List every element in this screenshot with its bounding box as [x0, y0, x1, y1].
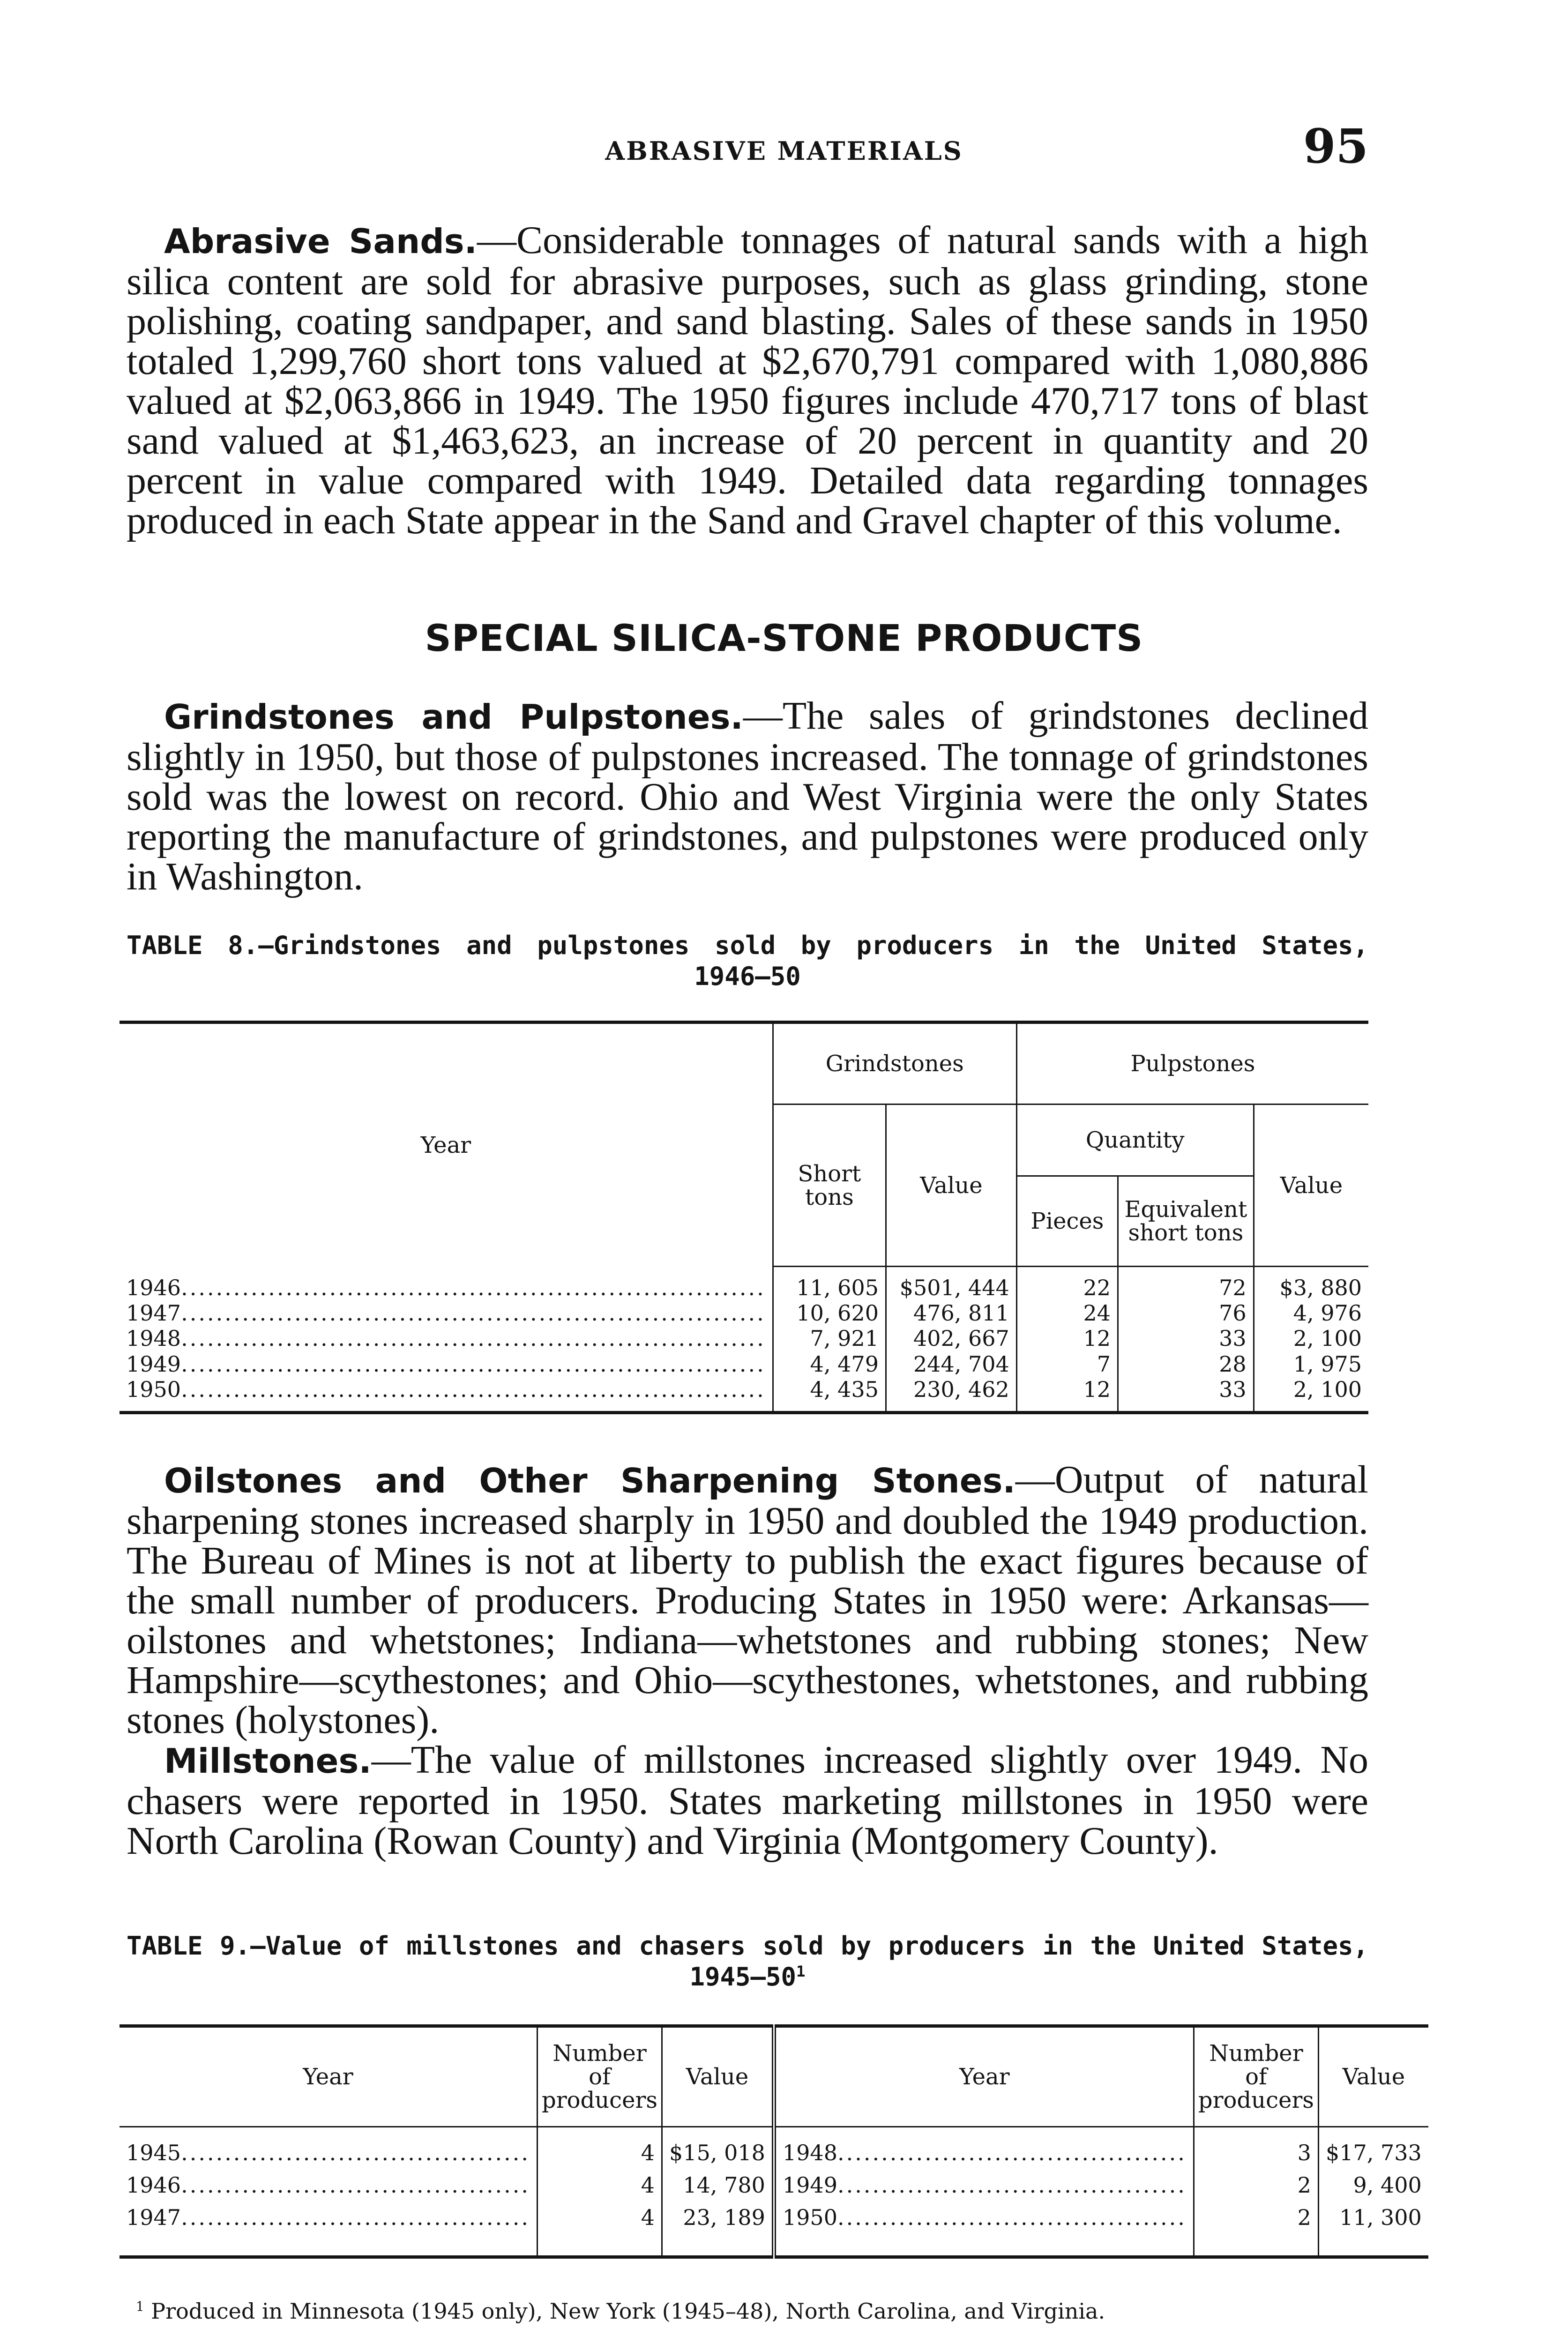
footnote-text: Produced in Minnesota (1945 only), New York (1945–48), North Carolina, and Virginia.	[144, 2298, 1105, 2324]
section-heading: SPECIAL SILICA-STONE PRODUCTS	[425, 618, 1143, 660]
table9-producers: 4	[537, 2173, 662, 2206]
table8-short-tons: 4, 435	[773, 1378, 886, 1403]
table9-year: 1948	[782, 2141, 837, 2165]
table8-value: 230, 462	[886, 1378, 1016, 1403]
table8-value: 402, 667	[886, 1327, 1016, 1352]
table8	[119, 1021, 1368, 1414]
table8-header-pieces: Pieces	[1016, 1176, 1118, 1267]
leader-dots: ...................................................................	[181, 1276, 766, 1300]
table8-row	[119, 1301, 1368, 1327]
table9-value: 23, 189	[662, 2206, 774, 2238]
table9-row	[119, 2141, 1428, 2173]
oilstones-text: —Output of natural sharpening stones increased sharply in 1950 and doubled the 1949 production. The Bureau of Mines is not at liberty to publish the exact figures because of the small number of producers. Producing States in 1950 were: Arkansas—oilstones and whetstones; Indiana—whetstones and rubbing stones; New Hampshire—scythestones; and Ohio—scythestones, whetstones, and rubbing stones (holystones).	[127, 1458, 1369, 1742]
table9-row	[119, 2173, 1428, 2206]
leader-dots: ........................................	[837, 2173, 1187, 2198]
table8-year: 1946	[126, 1276, 181, 1300]
table9-year: 1945	[126, 2141, 181, 2165]
table9-year: 1949	[782, 2173, 837, 2198]
table8-caption	[127, 930, 1368, 992]
footnote-mark: 1	[136, 2298, 144, 2314]
table8-header-pulpstones: Pulpstones	[1016, 1022, 1368, 1104]
leader-dots: ........................................	[181, 2173, 530, 2198]
abrasive-sands-paragraph	[127, 220, 1368, 540]
table8-year: 1948	[126, 1327, 181, 1351]
table9-caption-years: 1945–50	[689, 1962, 797, 1992]
table8-header-grindstones: Grindstones	[773, 1022, 1016, 1104]
table8-equiv-tons: 33	[1118, 1327, 1254, 1352]
table9	[119, 2024, 1428, 2259]
table8-header-short-tons: Short tons	[773, 1104, 886, 1267]
table9-producers: 2	[1194, 2173, 1318, 2206]
table9-header-producers-right: Number of producers	[1194, 2026, 1318, 2127]
table8-pieces: 12	[1016, 1327, 1118, 1352]
table8-short-tons: 10, 620	[773, 1301, 886, 1327]
table8-equiv-tons: 28	[1118, 1352, 1254, 1378]
table9-producers: 2	[1194, 2206, 1318, 2238]
table9-producers: 3	[1194, 2141, 1318, 2173]
table9-year: 1950	[782, 2206, 837, 2231]
table9-producers: 4	[537, 2141, 662, 2173]
table8-equiv-tons: 76	[1118, 1301, 1254, 1327]
table9-header-value-right: Value	[1318, 2026, 1428, 2127]
table8-value: 476, 811	[886, 1301, 1016, 1327]
table8-header-quantity: Quantity	[1016, 1104, 1254, 1176]
leader-dots: ........................................	[837, 2206, 1187, 2231]
table8-row	[119, 1276, 1368, 1301]
table9-row	[119, 2206, 1428, 2238]
table9-header-year-right: Year	[774, 2026, 1194, 2127]
table9-producers: 4	[537, 2206, 662, 2238]
table8-pieces: 22	[1016, 1276, 1118, 1301]
table8-year: 1950	[126, 1378, 181, 1403]
table8-year: 1947	[126, 1301, 181, 1326]
table8-pulp-value: 1, 975	[1254, 1352, 1368, 1378]
grindstones-paragraph	[127, 696, 1368, 896]
table8-equiv-tons: 33	[1118, 1378, 1254, 1403]
leader-dots: ........................................	[181, 2141, 530, 2165]
table8-caption-years: 1946–50	[694, 962, 801, 991]
millstones-runin: Millstones.	[164, 1741, 372, 1781]
table8-pieces: 7	[1016, 1352, 1118, 1378]
abrasive-sands-runin: Abrasive Sands.	[164, 222, 477, 261]
table8-row	[119, 1378, 1368, 1403]
table8-value: $501, 444	[886, 1276, 1016, 1301]
table8-header-value: Value	[886, 1104, 1016, 1267]
table9-caption	[127, 1931, 1368, 1992]
table9-year: 1947	[126, 2206, 181, 2231]
table8-pieces: 24	[1016, 1301, 1118, 1327]
running-header-title: ABRASIVE MATERIALS	[605, 136, 963, 166]
oilstones-runin: Oilstones and Other Sharpening Stones.	[164, 1461, 1015, 1500]
table9-header-producers: Number of producers	[537, 2026, 662, 2127]
table9-value: 11, 300	[1318, 2206, 1428, 2238]
table8-pieces: 12	[1016, 1378, 1118, 1403]
leader-dots: ........................................	[181, 2206, 530, 2231]
table8-short-tons: 4, 479	[773, 1352, 886, 1378]
table9-value: $17, 733	[1318, 2141, 1428, 2173]
table8-header-year: Year	[420, 1132, 471, 1158]
table9-value: $15, 018	[662, 2141, 774, 2173]
table8-year: 1949	[126, 1352, 181, 1377]
table8-pulp-value: 4, 976	[1254, 1301, 1368, 1327]
footnote-mark: 1	[796, 1962, 806, 1980]
leader-dots: ...................................................................	[181, 1352, 766, 1377]
table8-caption-lead: TABLE 8.—Grindstones and pulpstones sold by producers in the United States,	[127, 931, 1368, 960]
table9-year: 1946	[126, 2173, 181, 2198]
leader-dots: ...................................................................	[181, 1327, 766, 1351]
table9-caption-lead: TABLE 9.—Value of millstones and chasers sold by producers in the United States,	[127, 1931, 1368, 1961]
table9-value: 14, 780	[662, 2173, 774, 2206]
sharpening-stones-section	[127, 1460, 1368, 1861]
page-number: 95	[1303, 119, 1368, 174]
abrasive-sands-text: —Considerable tonnages of natural sands with a high silica content are sold for abrasive purposes, such as glass grinding, stone polishing, coating sandpaper, and sand blasting. Sales of these sands in 1950 totaled 1,299,760 short tons valued at $2,670,791 compared with 1,080,886 valued at $2,063,866 in 1949. The 1950 figures include 470,717 tons of blast sand valued at $1,463,623, an increase of 20 percent in quantity and 20 percent in value compared with 1949. Detailed data regarding tonnages produced in each State appear in the Sand and Gravel chapter of this volume.	[127, 218, 1368, 542]
table8-header-pulp-value: Value	[1254, 1104, 1368, 1267]
leader-dots: ........................................	[837, 2141, 1187, 2165]
table8-short-tons: 11, 605	[773, 1276, 886, 1301]
leader-dots: ...................................................................	[181, 1301, 766, 1326]
table8-row	[119, 1352, 1368, 1378]
table8-equiv-tons: 72	[1118, 1276, 1254, 1301]
table8-value: 244, 704	[886, 1352, 1016, 1378]
leader-dots: ...................................................................	[181, 1378, 766, 1403]
grindstones-text: —The sales of grindstones declined slightly in 1950, but those of pulpstones increased. The tonnage of grindstones sold was the lowest on record. Ohio and West Virginia were the only States reporting the manufacture of grindstones, and pulpstones were produced only in Washington.	[127, 694, 1368, 898]
table8-pulp-value: $3, 880	[1254, 1276, 1368, 1301]
table8-short-tons: 7, 921	[773, 1327, 886, 1352]
table8-row	[119, 1327, 1368, 1352]
table8-pulp-value: 2, 100	[1254, 1327, 1368, 1352]
table9-header-value: Value	[662, 2026, 774, 2127]
millstones-text: —The value of millstones increased slightly over 1949. No chasers were reported in 1950. States marketing millstones in 1950 were North Carolina (Rowan County) and Virginia (Montgomery County).	[127, 1738, 1368, 1863]
table8-header-equivalent-short-tons: Equivalent short tons	[1118, 1176, 1254, 1267]
footnote	[136, 2298, 1354, 2324]
grindstones-runin: Grindstones and Pulpstones.	[164, 697, 743, 737]
table8-pulp-value: 2, 100	[1254, 1378, 1368, 1403]
table9-value: 9, 400	[1318, 2173, 1428, 2206]
table9-header-year: Year	[119, 2026, 537, 2127]
